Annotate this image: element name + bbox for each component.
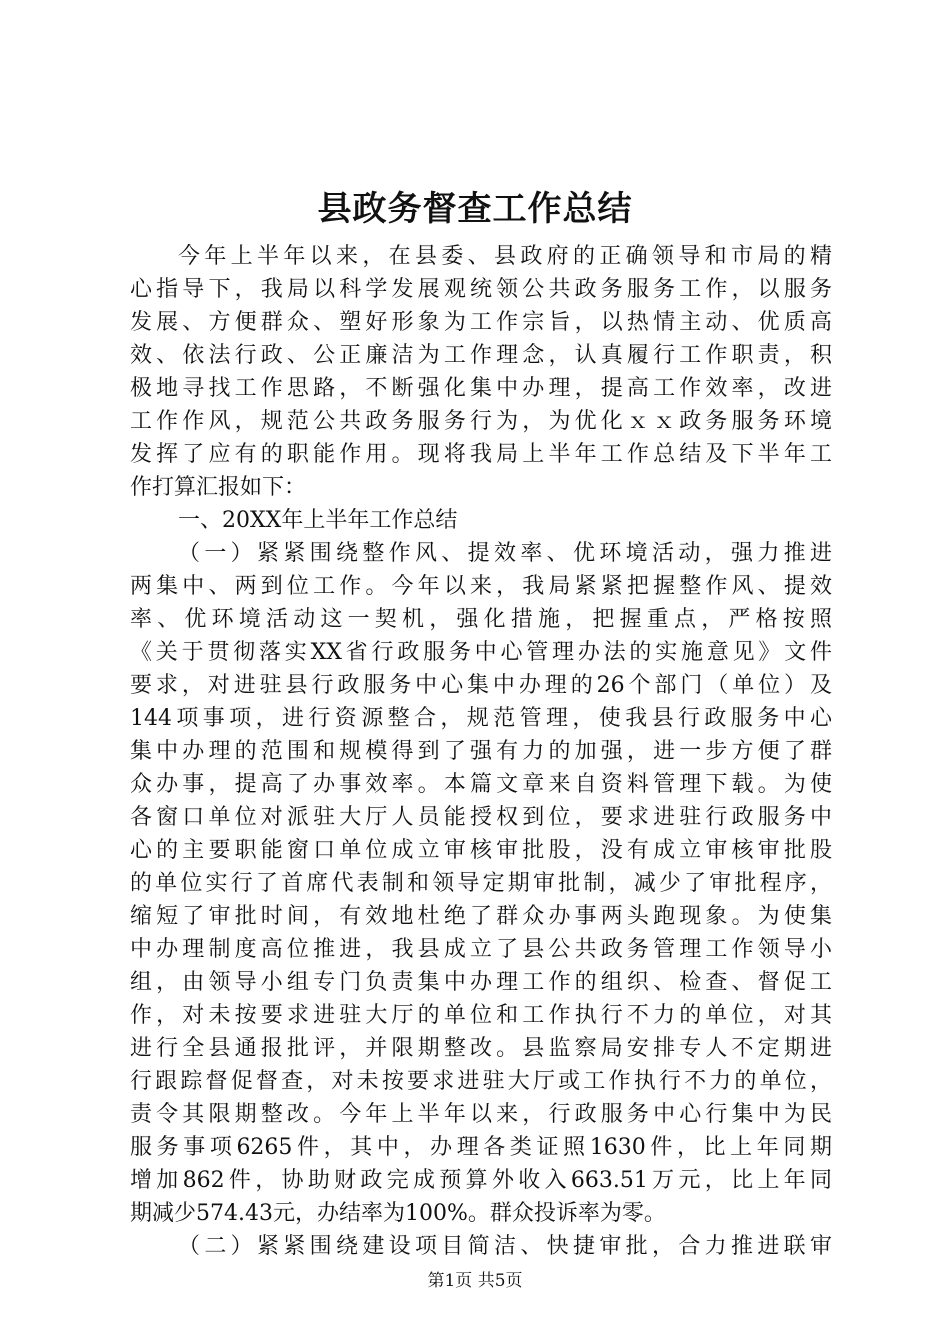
body-line: 作打算汇报如下： xyxy=(130,475,307,500)
body-line: 行跟踪督促督查，对未按要求进驻大厅或工作执行不力的单位， xyxy=(130,1069,832,1094)
body-line: 今年上半年以来，在县委、县政府的正确领导和市局的精 xyxy=(178,244,832,269)
body-line: 的单位实行了首席代表制和领导定期审批制，减少了审批程序， xyxy=(130,871,832,896)
body-line: 144项事项，进行资源整合，规范管理，使我县行政服务中心 xyxy=(130,706,832,731)
body-line: 各窗口单位对派驻大厅人员能授权到位，要求进驻行政服务中 xyxy=(130,805,832,830)
page-footer: 第1页 共5页 xyxy=(427,1271,523,1291)
body-line: （二）紧紧围绕建设项目简洁、快捷审批，合力推进联审 xyxy=(178,1234,832,1259)
body-line: （一）紧紧围绕整作风、提效率、优环境活动，强力推进 xyxy=(178,541,832,566)
body-line: 心的主要职能窗口单位成立审核审批股，没有成立审核审批股 xyxy=(130,838,832,863)
body-line: 发展、方便群众、塑好形象为工作宗旨，以热情主动、优质高 xyxy=(130,310,832,335)
body-line: 组，由领导小组专门负责集中办理工作的组织、检查、督促工 xyxy=(130,970,832,995)
body-line: 发挥了应有的职能作用。现将我局上半年工作总结及下半年工 xyxy=(130,442,832,467)
body-line: 效、依法行政、公正廉洁为工作理念，认真履行工作职责，积 xyxy=(130,343,832,368)
section-heading: 一、20XX年上半年工作总结 xyxy=(178,508,458,533)
document-title: 县政务督查工作总结 xyxy=(317,189,633,229)
body-line: 缩短了审批时间，有效地杜绝了群众办事两头跑现象。为使集 xyxy=(130,904,832,929)
body-line: 进行全县通报批评，并限期整改。县监察局安排专人不定期进 xyxy=(130,1036,832,1061)
body-line: 作，对未按要求进驻大厅的单位和工作执行不力的单位，对其 xyxy=(130,1003,832,1028)
body-line: 集中办理的范围和规模得到了强有力的加强，进一步方便了群 xyxy=(130,739,832,764)
body-line: 期减少574.43元，办结率为100%。群众投诉率为零。 xyxy=(130,1201,666,1226)
body-line: 两集中、两到位工作。今年以来，我局紧紧把握整作风、提效 xyxy=(130,574,832,599)
body-line: 极地寻找工作思路，不断强化集中办理，提高工作效率，改进 xyxy=(130,376,832,401)
body-line: 《关于贯彻落实XX省行政服务中心管理办法的实施意见》文件 xyxy=(130,640,832,665)
body-line: 心指导下，我局以科学发展观统领公共政务服务工作，以服务 xyxy=(130,277,832,302)
body-line: 要求，对进驻县行政服务中心集中办理的26个部门（单位）及 xyxy=(130,673,832,698)
body-line: 增加862件，协助财政完成预算外收入663.51万元，比上年同 xyxy=(130,1168,832,1193)
body-line: 率、优环境活动这一契机，强化措施，把握重点，严格按照 xyxy=(130,607,832,632)
body-line: 中办理制度高位推进，我县成立了县公共政务管理工作领导小 xyxy=(130,937,832,962)
body-line: 众办事，提高了办事效率。本篇文章来自资料管理下载。为使 xyxy=(130,772,832,797)
body-line: 工作作风，规范公共政务服务行为，为优化ｘｘ政务服务环境 xyxy=(130,409,832,434)
body-line: 责令其限期整改。今年上半年以来，行政服务中心行集中为民 xyxy=(130,1102,832,1127)
body-line: 服务事项6265件，其中，办理各类证照1630件，比上年同期 xyxy=(130,1135,832,1160)
